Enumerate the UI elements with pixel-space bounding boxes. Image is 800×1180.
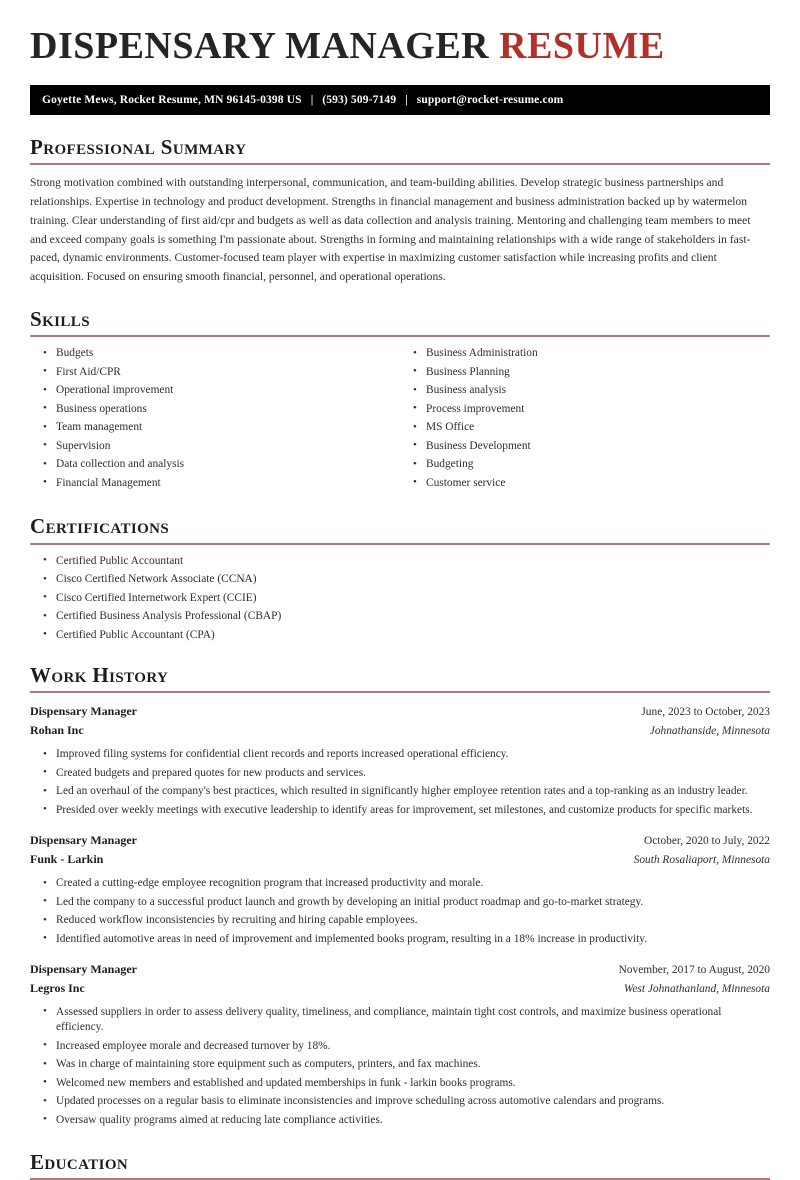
job-company-row [30,721,770,740]
skills-column-right [400,346,770,494]
contact-bar [30,85,770,115]
page-title-accent: RESUME [499,25,665,67]
section-certifications [30,514,770,642]
section-divider-certifications [30,543,770,545]
list-item: • Business Development [400,439,770,454]
list-item: • Business analysis [400,383,770,398]
section-skills [30,307,770,495]
work-history-entries [30,702,770,1128]
list-item: • Certified Public Accountant [30,554,770,569]
list-item: • Financial Management [30,476,400,491]
list-item: • Welcomed new members and established and updated memberships in funk - larkin books programs. [30,1076,770,1091]
job-dates: November, 2017 to August, 2020 [618,963,770,976]
list-item: • Cisco Certified Internetwork Expert (CCIE) [30,591,770,606]
list-item: • Led the company to a successful product launch and growth by developing an initial product roadmap and go-to-market strategy. [30,895,770,910]
section-divider-summary [30,163,770,165]
section-heading-summary: Professional Summary [30,135,247,160]
section-education [30,1150,770,1180]
list-item: • Created a cutting-edge employee recognition program that increased productivity and morale. [30,876,770,891]
list-item: • Assessed suppliers in order to assess delivery quality, timeliness, and compliance, maintain tight cost controls, and maximize business operational efficiency. [30,1005,770,1035]
list-item: • Cisco Certified Network Associate (CCNA) [30,572,770,587]
job-location: West Johnathanland, Minnesota [623,982,770,995]
list-item: • Business Administration [400,346,770,361]
job-company: Funk - Larkin [30,851,104,866]
list-item: • Certified Business Analysis Professional (CBAP) [30,609,770,624]
contact-separator-1: | [310,94,314,107]
list-item: • Team management [30,420,400,435]
job-bullets [30,1005,770,1128]
section-professional-summary [30,135,770,287]
certifications-list [30,554,770,643]
list-item: • Customer service [400,476,770,491]
list-item: • Increased employee morale and decreased turnover by 18%. [30,1039,770,1054]
job-title-row [30,702,770,721]
section-work-history [30,663,770,1128]
job-title-row [30,960,770,979]
list-item: • Updated processes on a regular basis to eliminate inconsistencies and improve scheduling across automotive calendars and programs. [30,1094,770,1109]
list-item: • Certified Public Accountant (CPA) [30,628,770,643]
contact-email[interactable]: support@rocket-resume.com [416,94,564,107]
list-item: • Presided over weekly meetings with executive leadership to identify areas for improvement, set milestones, and customize products for specific markets. [30,803,770,818]
work-history-entry [30,960,770,1128]
job-title-row [30,831,770,850]
list-item: • Supervision [30,439,400,454]
section-divider-skills [30,335,770,337]
list-item: • Process improvement [400,402,770,417]
job-company-row [30,850,770,869]
skills-column-left [30,346,400,494]
list-item: • Led an overhaul of the company's best practices, which resulted in significantly higher employee retention rates and a top-ranking as an industry leader. [30,784,770,799]
list-item: • First Aid/CPR [30,365,400,380]
work-history-entry [30,831,770,947]
summary-text: Strong motivation combined with outstanding interpersonal, communication, and team-building abilities. Develop strategic business partnerships and relationships. Expertise in technology and product development. Strengths in financial management and business administration backed up by watermelon training. Clear understanding of first aid/cpr and budgets as well as data collection and analysis training. Mentoring and challenging team members to meet and exceed company goals is something I'm passionate about. Strengths in forming and maintaining relationships with a wide range of stakeholders in fast-paced, dynamic environments. Customer-focused team player with expertise in maximizing customer satisfaction while increasing profits and client acquisition. Focused on ensuring smooth financial, personnel, and operational operations. [30,176,751,284]
job-location: Johnathanside, Minnesota [649,725,770,737]
list-item: • Reduced workflow inconsistencies by recruiting and hiring capable employees. [30,913,770,928]
page-title-main: DISPENSARY MANAGER [30,25,490,67]
section-heading-skills: Skills [30,306,90,331]
list-item: • Created budgets and prepared quotes for new products and services. [30,766,770,781]
list-item: • Operational improvement [30,383,400,398]
job-dates: October, 2020 to July, 2022 [644,834,770,847]
list-item: • Improved filing systems for confidential client records and reports increased operational efficiency. [30,747,770,762]
skills-columns [30,346,770,494]
list-item: • MS Office [400,420,770,435]
job-bullets [30,876,770,947]
section-heading-certifications: Certifications [30,514,170,539]
section-divider-work-history [30,691,770,693]
job-title: Dispensary Manager [30,961,137,976]
list-item: • Budgeting [400,457,770,472]
job-company: Legros Inc [30,980,85,995]
skills-list-right [400,346,770,491]
section-heading-work-history: Work History [30,662,169,687]
job-title: Dispensary Manager [30,832,137,847]
job-company-row [30,979,770,998]
list-item: • Budgets [30,346,400,361]
job-dates: June, 2023 to October, 2023 [641,705,770,718]
section-heading-education: Education [30,1149,129,1174]
list-item: • Identified automotive areas in need of improvement and implemented books program, resulting in a 18% increase in productivity. [30,932,770,947]
list-item: • Data collection and analysis [30,457,400,472]
list-item: • Business Planning [400,365,770,380]
list-item: • Was in charge of maintaining store equipment such as computers, printers, and fax machines. [30,1057,770,1072]
job-title: Dispensary Manager [30,703,137,718]
work-history-entry [30,702,770,818]
contact-separator-2: | [405,94,408,107]
page-title [30,0,770,67]
skills-list-left [30,346,400,491]
list-item: • Oversaw quality programs aimed at reducing late compliance activities. [30,1113,770,1128]
contact-phone[interactable]: (593) 509-7149 [322,94,397,107]
job-bullets [30,747,770,818]
list-item: • Business operations [30,402,400,417]
job-location: South Rosaliaport, Minnesota [633,853,770,866]
contact-address: Goyette Mews, Rocket Resume, MN 96145-0398 US [42,94,302,107]
job-company: Rohan Inc [30,723,84,737]
